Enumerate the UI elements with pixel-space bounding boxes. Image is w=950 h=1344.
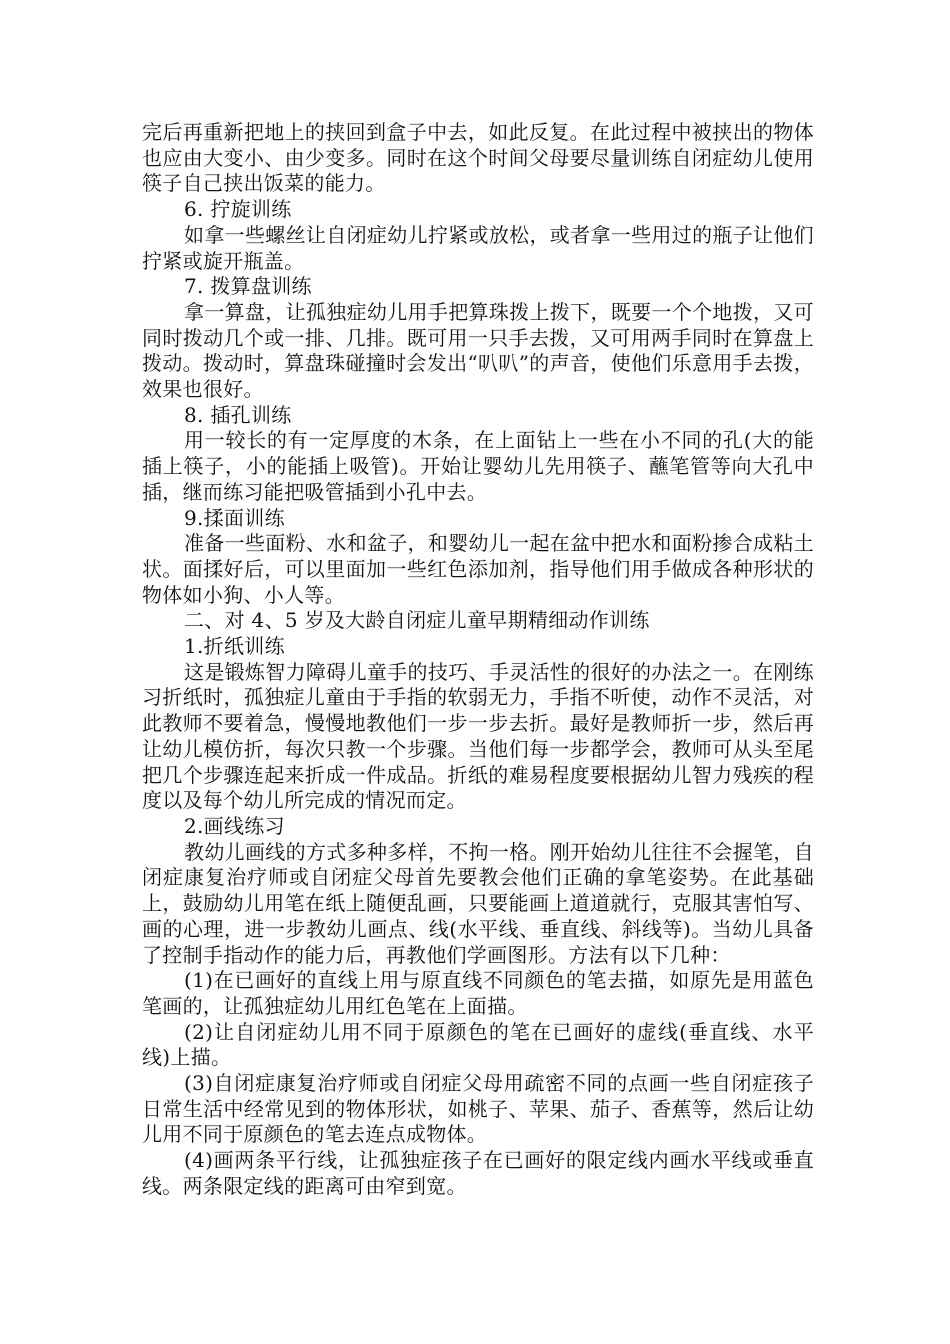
heading-twisting-training: 6. 拧旋训练	[184, 197, 292, 222]
heading-line-drawing: 2.画线练习	[184, 813, 285, 838]
paragraph-paper-folding: 这是锻炼智力障碍儿童手的技巧、手灵活性的很好的办法之一。在刚练习折纸时，孤独症儿童由于手指的软弱无力，手指不听使，动作不灵活，对此教师不要着急，慢慢地教他们一步一步去折。最好是教师折一步，然后再让幼儿模仿折，每次只教一个步骤。当他们每一步都学会，教师可从头至尾把几个步骤连起来折成一件成品。折纸的难易程度要根据幼儿智力残疾的程度以及每个幼儿所完成的情况而定。	[142, 659, 814, 813]
paragraph-line-drawing: 教幼儿画线的方式多种多样，不拘一格。刚开始幼儿往往不会握笔，自闭症康复治疗师或自闭症父母首先要教会他们正确的拿笔姿势。在此基础上，鼓励幼儿用笔在纸上随便乱画，只要能画上道道就行，克服其害怕写、画的心理，进一步教幼儿画点、线(水平线、垂直线、斜线等)。当幼儿具备了控制手指动作的能力后，再教他们学画图形。方法有以下几种：	[142, 839, 814, 967]
heading-paper-folding: 1.折纸训练	[184, 634, 285, 659]
paragraph-chopsticks-continued: 完后再重新把地上的挟回到盒子中去，如此反复。在此过程中被挟出的物体也应由大变小、由少变多。同时在这个时间父母要尽量训练自闭症幼儿使用筷子自己挟出饭菜的能力。	[142, 120, 814, 196]
document-page	[142, 120, 814, 1200]
paragraph-abacus-training: 拿一算盘，让孤独症幼儿用手把算珠拨上拨下，既要一个个地拨，又可同时拨动几个或一排、几排。既可用一只手去拨，又可用两手同时在算盘上拨动。拨动时，算盘珠碰撞时会发出“叭叭”的声音，使他们乐意用手去拨，效果也很好。	[142, 299, 814, 402]
paragraph-twisting-training: 如拿一些螺丝让自闭症幼儿拧紧或放松，或者拿一些用过的瓶子让他们拧紧或旋开瓶盖。	[142, 222, 814, 273]
paragraph-method-4: (4)画两条平行线，让孤独症孩子在已画好的限定线内画水平线或垂直线。两条限定线的距离可由窄到宽。	[142, 1148, 814, 1198]
paragraph-method-2: (2)让自闭症幼儿用不同于原颜色的笔在已画好的虚线(垂直线、水平线)上描。	[142, 1019, 814, 1070]
paragraph-method-1: (1)在已画好的直线上用与原直线不同颜色的笔去描，如原先是用蓝色笔画的，让孤独症幼儿用红色笔在上面描。	[142, 968, 814, 1018]
heading-hole-insert-training: 8. 插孔训练	[184, 402, 292, 427]
paragraph-hole-insert-training: 用一较长的有一定厚度的木条，在上面钻上一些在小不同的孔(大的能插上筷子，小的能插上吸管)。开始让婴幼儿先用筷子、蘸笔管等向大孔中插，继而练习能把吸管插到小孔中去。	[142, 428, 814, 504]
paragraph-method-3: (3)自闭症康复治疗师或自闭症父母用疏密不同的点画一些自闭症孩子日常生活中经常见到的物体形状，如桃子、苹果、茄子、香蕉等，然后让幼儿用不同于原颜色的笔去连点成物体。	[142, 1071, 814, 1147]
heading-dough-training: 9.揉面训练	[184, 505, 285, 530]
paragraph-dough-training: 准备一些面粉、水和盆子，和婴幼儿一起在盆中把水和面粉掺合成粘土状。面揉好后，可以里面加一些红色添加剂，指导他们用手做成各种形状的物体如小狗、小人等。	[142, 531, 814, 607]
section-heading-older-children: 二、对 4、5 岁及大龄自闭症儿童早期精细动作训练	[184, 608, 650, 633]
heading-abacus-training: 7. 拨算盘训练	[184, 274, 312, 299]
